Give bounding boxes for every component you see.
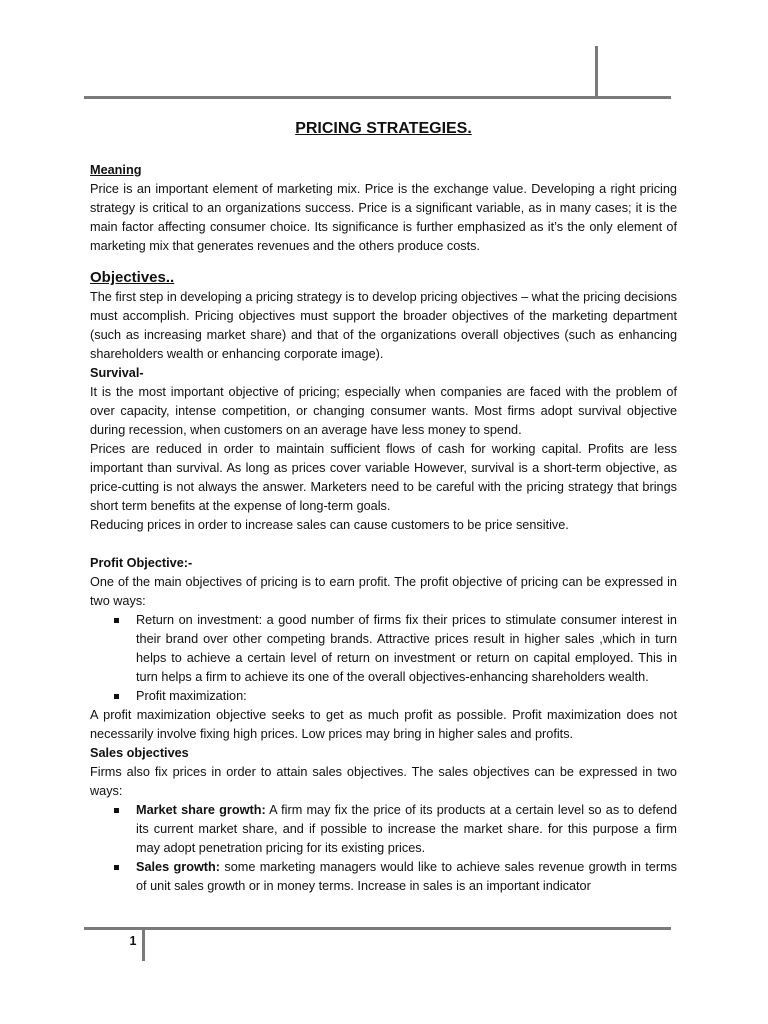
survival-paragraph-1: It is the most important objective of pricing; especially when companies are faced with the problem of over capacity, intense competition, or changing consumer wants. Most firms adopt survival objective during recession, when customers on an average have less money to spend. bbox=[90, 385, 677, 437]
footer-vertical-rule bbox=[142, 929, 145, 961]
list-item bbox=[136, 858, 677, 896]
list-item: Return on investment: a good number of firms fix their prices to stimulate consumer interest in their brand over other competing brands. Attractive prices result in higher sales ,which in turn helps to achieve a certain level of return on investment or return on capital employed. This in turn helps a firm to achieve its one of the overall objectives-enhancing shareholders wealth. bbox=[136, 611, 677, 687]
bullet-term: Sales growth: bbox=[136, 860, 221, 874]
profit-heading: Profit Objective:- bbox=[90, 556, 193, 570]
profit-paragraph: One of the main objectives of pricing is to earn profit. The profit objective of pricing can be expressed in two ways: bbox=[90, 575, 677, 608]
footer-rule bbox=[84, 927, 671, 930]
sales-paragraph: Firms also fix prices in order to attain sales objectives. The sales objectives can be expressed in two ways: bbox=[90, 765, 677, 798]
list-item bbox=[136, 801, 677, 858]
meaning-heading: Meaning bbox=[90, 163, 142, 177]
sales-bullet-list bbox=[90, 801, 677, 896]
survival-heading: Survival- bbox=[90, 366, 144, 380]
list-item: Profit maximization: bbox=[136, 687, 677, 706]
meaning-paragraph: Price is an important element of marketing mix. Price is the exchange value. Developing a right pricing strategy is critical to an organizations success. Price is a significant variable, as in many cases; it is the main factor affecting consumer choice. Its significance is further emphasized as it’s the only element of marketing mix that generates revenues and the others produce costs. bbox=[90, 182, 677, 253]
objectives-heading: Objectives.. bbox=[90, 269, 175, 286]
sales-heading: Sales objectives bbox=[90, 746, 189, 760]
survival-paragraph-2: Prices are reduced in order to maintain sufficient flows of cash for working capital. Profits are less important than survival. As long as prices cover variable However, survival is a short-term objective, as price-cutting is not always the answer. Marketers need to be careful with the pricing strategy that brings short term benefits at the expense of long-term goals. bbox=[90, 442, 677, 513]
profit-maximization-paragraph: A profit maximization objective seeks to get as much profit as possible. Profit maximization does not necessarily involve fixing high prices. Low prices may bring in higher sales and profits. bbox=[90, 708, 677, 741]
document-body bbox=[90, 118, 677, 896]
profit-bullet-list bbox=[90, 611, 677, 706]
header-vertical-rule bbox=[595, 46, 598, 98]
bullet-text: some marketing managers would like to achieve sales revenue growth in terms of unit sales growth or in money terms. Increase in sales is an important indicator bbox=[136, 860, 678, 893]
page-title: PRICING STRATEGIES. bbox=[295, 120, 472, 137]
page-number: 1 bbox=[129, 934, 137, 948]
objectives-paragraph: The first step in developing a pricing strategy is to develop pricing objectives – what the pricing decisions must accomplish. Pricing objectives must support the broader objectives of the marketing department (such as increasing market share) and that of the organizations overall objectives (such as enhancing shareholders wealth or enhancing corporate image). bbox=[90, 290, 677, 361]
bullet-term: Market share growth: bbox=[136, 803, 266, 817]
header-rule bbox=[84, 96, 671, 99]
bullet-text: A firm may fix the price of its products at a certain level so as to defend its current market share, and if possible to increase the market share. for this purpose a firm may adopt penetration pricing for its existing prices. bbox=[136, 803, 677, 855]
survival-paragraph-3: Reducing prices in order to increase sales can cause customers to be price sensitive. bbox=[90, 518, 569, 532]
